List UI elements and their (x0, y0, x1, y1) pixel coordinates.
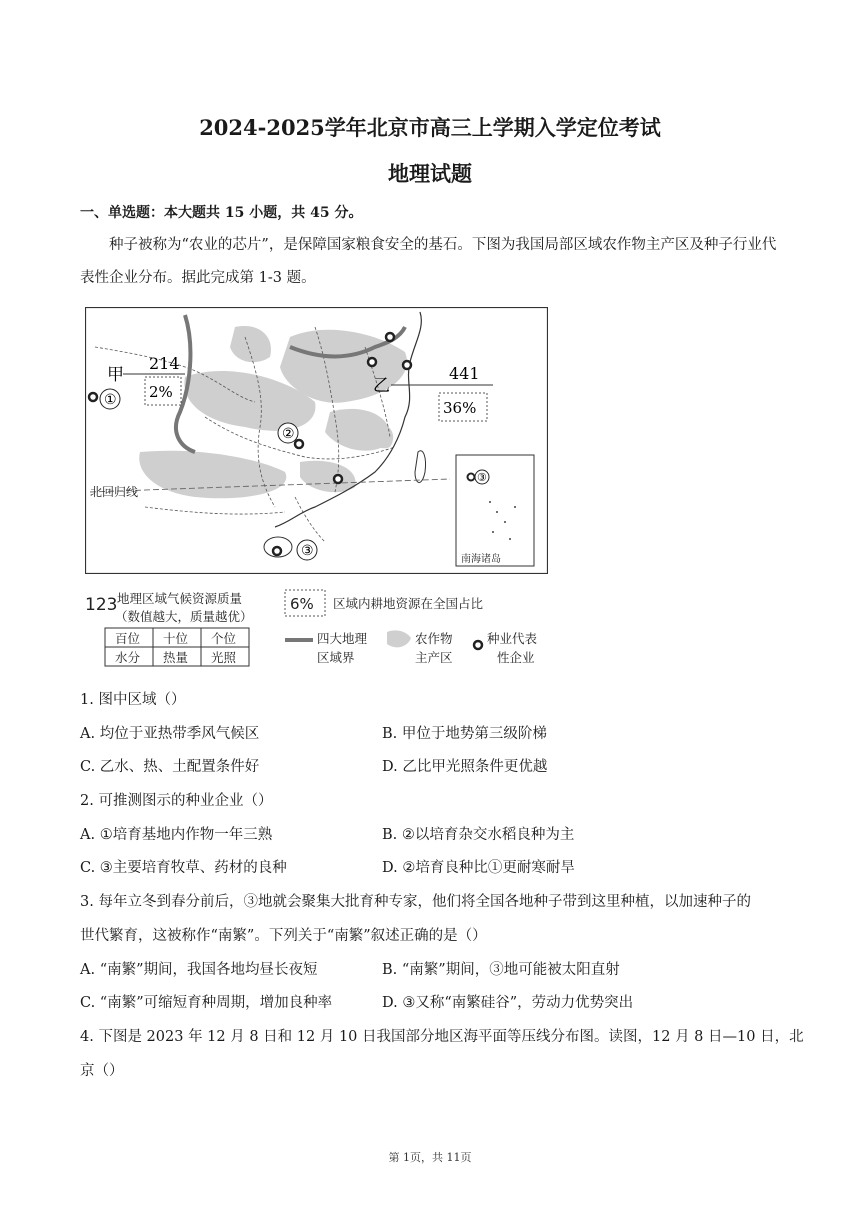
question-3-option-d: D. ③又称“南繁硅谷”，劳动力优势突出 (382, 995, 634, 1011)
legend-boundary-line1: 四大地理 (317, 631, 368, 646)
region-jia-value: 214 (149, 354, 180, 373)
question-3-option-b: B. “南繁”期间，③地可能被太阳直射 (382, 962, 620, 978)
region-jia-pct: 2% (149, 383, 173, 401)
intro-paragraph: 种子被称为“农业的芯片”，是保障国家粮食安全的基石。下图为我国局部区域农作物主产区及种子行业代表性企业分布。据此完成第 1-3 题。 (80, 237, 777, 286)
legend-enterprise-line1: 种业代表 (487, 631, 538, 646)
region-yi-label: 乙 (373, 376, 390, 396)
question-2-option-c: C. ③主要培育牧草、药材的良种 (80, 860, 287, 876)
legend-crop-line2: 主产区 (415, 650, 453, 665)
site-3-label: ③ (301, 543, 314, 559)
section-heading: 一、单选题：本大题共 15 小题，共 45 分。 (80, 205, 363, 221)
question-2-stem: 2. 可推测图示的种业企业（） (80, 793, 273, 809)
page-footer: 第 1页，共 11页 (388, 1151, 472, 1164)
question-4-stem-line2: 京（） (80, 1063, 124, 1079)
enterprise-marker (368, 358, 376, 366)
legend-table-cell-2: 热量 (163, 650, 189, 665)
question-1-option-a: A. 均位于亚热带季风气候区 (80, 726, 260, 742)
region-yi-value: 441 (449, 364, 480, 383)
legend-boundary-line2: 区域界 (317, 650, 355, 665)
exam-subtitle: 地理试题 (388, 161, 472, 186)
legend-enterprise-line2: 性企业 (497, 650, 535, 665)
question-1-stem: 1. 图中区域（） (80, 692, 186, 708)
question-2-option-a: A. ①培育基地内作物一年三熟 (80, 827, 273, 843)
question-3-stem-line1: 3. 每年立冬到春分前后，③地就会聚集大批育种专家，他们将全国各地种子带到这里种植，以加速种子的 (80, 894, 751, 910)
legend-pct-desc: 区域内耕地资源在全国占比 (333, 596, 484, 611)
legend-table-cell-1: 水分 (115, 650, 141, 665)
question-4-stem-line1: 4. 下图是 2023 年 12 月 8 日和 12 月 10 日我国部分地区海平面等压线分布图。读图，12 月 8 日—10 日，北 (80, 1029, 804, 1045)
question-1-option-d: D. 乙比甲光照条件更优越 (382, 759, 548, 775)
legend-climate-line2: （数值越大，质量越优） (115, 609, 253, 624)
crop-region-map (85, 307, 548, 574)
enterprise-marker (403, 361, 411, 369)
legend-code-sample: 123 (85, 595, 118, 615)
legend-climate-line1: 地理区域气候资源质量 (117, 591, 243, 606)
enterprise-marker (334, 475, 342, 483)
inset-site-3-label: ③ (477, 471, 487, 484)
site-1-label: ① (104, 392, 117, 408)
region-jia-label: 甲 (107, 365, 124, 385)
legend-table-header-1: 百位 (115, 631, 141, 646)
question-1-option-c: C. 乙水、热、土配置条件好 (80, 759, 260, 775)
inset-label: 南海诸岛 (461, 554, 501, 565)
question-1-option-b: B. 甲位于地势第三级阶梯 (382, 726, 547, 742)
question-3-option-a: A. “南繁”期间，我国各地均昼长夜短 (80, 962, 318, 978)
question-3-stem-line2: 世代繁育，这被称作“南繁”。下列关于“南繁”叙述正确的是（） (80, 928, 487, 944)
site-2-label: ② (282, 426, 295, 442)
region-yi-pct: 36% (443, 399, 477, 417)
legend-table-header-2: 十位 (163, 631, 189, 646)
south-china-sea-inset (456, 455, 534, 566)
question-2-option-d: D. ②培育良种比①更耐寒耐旱 (382, 860, 575, 876)
map-legend (85, 588, 555, 670)
tropic-label: 北回归线 (90, 485, 139, 499)
enterprise-marker (295, 440, 303, 448)
legend-crop-line1: 农作物 (415, 631, 453, 646)
legend-table-cell-3: 光照 (211, 650, 237, 665)
question-2-option-b: B. ②以培育杂交水稻良种为主 (382, 827, 575, 843)
enterprise-marker (386, 333, 394, 341)
legend-table-header-3: 个位 (211, 631, 237, 646)
enterprise-marker (89, 393, 97, 401)
question-3-option-c: C. “南繁”可缩短育种周期，增加良种率 (80, 995, 333, 1011)
enterprise-marker (273, 547, 281, 555)
exam-title: 2024-2025学年北京市高三上学期入学定位考试 (199, 115, 661, 140)
legend-pct-sample: 6% (290, 595, 314, 613)
